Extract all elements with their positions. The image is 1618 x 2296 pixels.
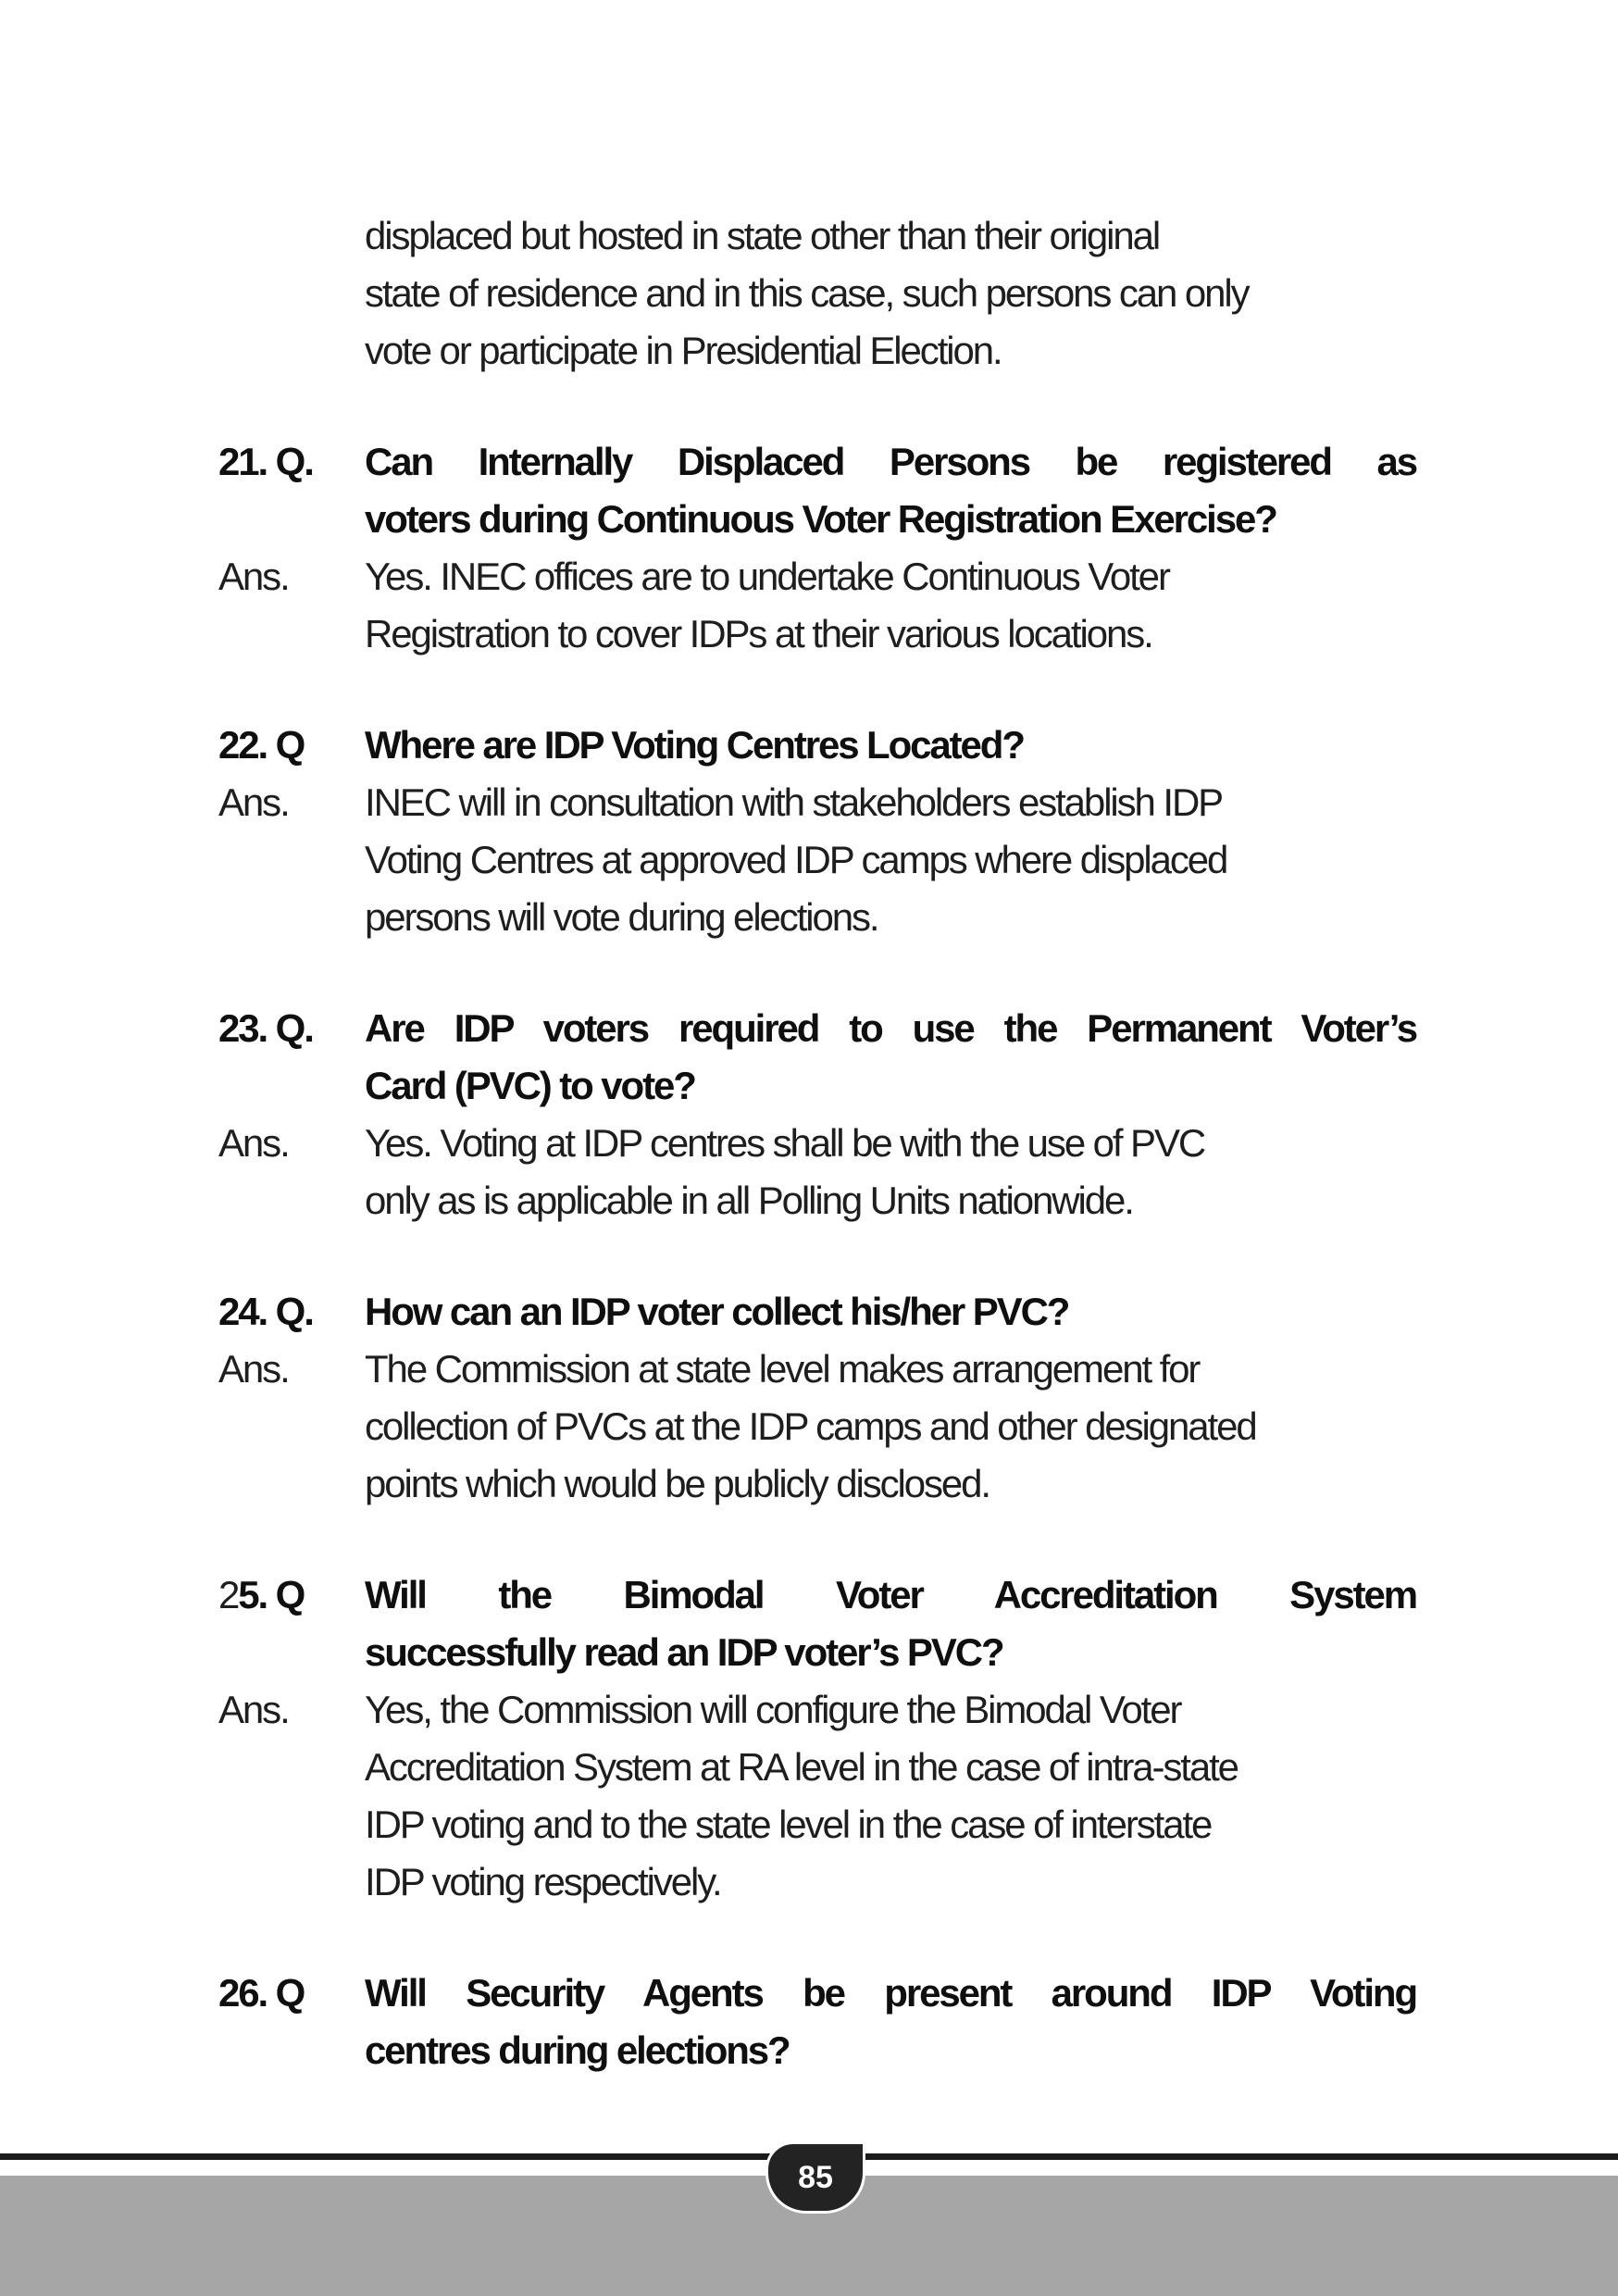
- question-line: centres during elections?: [365, 2028, 790, 2072]
- question-line: Will the Bimodal Voter Accreditation System: [365, 1573, 1416, 1616]
- answer-label: Ans.: [218, 1347, 289, 1391]
- answer-line: The Commission at state level makes arrangement for: [365, 1347, 1200, 1391]
- question-number-bold: 5. Q: [238, 1573, 305, 1616]
- qa-block-23: [218, 1000, 1416, 1229]
- faq-content: [218, 207, 1416, 2133]
- question-text: [365, 1566, 1416, 1681]
- question-line: How can an IDP voter collect his/her PVC?: [365, 1290, 1069, 1333]
- answer-line: Yes. INEC offices are to undertake Continuous Voter: [365, 555, 1169, 598]
- question-number-bold: 21. Q.: [218, 440, 313, 483]
- answer-label: Ans.: [218, 1121, 289, 1165]
- question-line: successfully read an IDP voter’s PVC?: [365, 1630, 1003, 1674]
- answer-text: [365, 1115, 1416, 1229]
- question-line: Can Internally Displaced Persons be registered as: [365, 440, 1416, 483]
- qa-block-22: [218, 717, 1416, 946]
- answer-label: Ans.: [218, 1688, 289, 1731]
- paragraph-line: state of residence and in this case, such persons can only: [365, 271, 1249, 315]
- answer-text: [365, 1341, 1416, 1513]
- page-number: 85: [798, 2160, 833, 2195]
- answer-line: Voting Centres at approved IDP camps where displaced: [365, 838, 1227, 881]
- answer-line: points which would be publicly disclosed.: [365, 1462, 989, 1505]
- question-number-bold: 26. Q: [218, 1971, 305, 2015]
- answer-text: [365, 1681, 1416, 1911]
- answer-text: [365, 774, 1416, 946]
- question-number: [218, 1283, 365, 1341]
- answer-label: Ans.: [218, 555, 289, 598]
- intro-paragraph: [365, 207, 1416, 380]
- question-number: [218, 1000, 365, 1115]
- answer-line: INEC will in consultation with stakeholders establish IDP: [365, 780, 1223, 824]
- qa-block-26: [218, 1965, 1416, 2079]
- question-number: [218, 433, 365, 548]
- question-line: Will Security Agents be present around IDP Voting: [365, 1971, 1416, 2015]
- question-text: [365, 1283, 1416, 1341]
- qa-block-21: [218, 433, 1416, 663]
- question-number-light: 2: [218, 1573, 239, 1616]
- answer-line: only as is applicable in all Polling Units nationwide.: [365, 1179, 1133, 1222]
- question-line: voters during Continuous Voter Registration Exercise?: [365, 497, 1276, 541]
- question-text: [365, 1000, 1416, 1115]
- answer-line: Yes. Voting at IDP centres shall be with the use of PVC: [365, 1121, 1205, 1165]
- question-number-bold: 24. Q.: [218, 1290, 313, 1333]
- paragraph-line: vote or participate in Presidential Election.: [365, 329, 1002, 372]
- question-line: Are IDP voters required to use the Permanent Voter’s: [365, 1006, 1416, 1050]
- answer-line: Yes, the Commission will configure the Bimodal Voter: [365, 1688, 1181, 1731]
- question-number: [218, 717, 365, 774]
- question-text: [365, 433, 1416, 548]
- question-text: [365, 1965, 1416, 2079]
- qa-block-25: [218, 1566, 1416, 1911]
- qa-block-24: [218, 1283, 1416, 1513]
- answer-line: persons will vote during elections.: [365, 895, 878, 939]
- answer-line: collection of PVCs at the IDP camps and other designated: [365, 1404, 1256, 1448]
- question-number: [218, 1965, 365, 2079]
- answer-line: Accreditation System at RA level in the case of intra-state: [365, 1745, 1238, 1789]
- question-number: [218, 1566, 365, 1681]
- page-number-badge: [765, 2141, 865, 2214]
- answer-line: Registration to cover IDPs at their various locations.: [365, 612, 1152, 655]
- question-line: Where are IDP Voting Centres Located?: [365, 723, 1024, 767]
- question-number-bold: 22. Q: [218, 723, 305, 767]
- answer-text: [365, 548, 1416, 663]
- question-text: [365, 717, 1416, 774]
- paragraph-line: displaced but hosted in state other than their original: [365, 214, 1160, 257]
- answer-line: IDP voting and to the state level in the case of interstate: [365, 1803, 1212, 1846]
- answer-label: Ans.: [218, 780, 289, 824]
- question-number-bold: 23. Q.: [218, 1006, 313, 1050]
- question-line: Card (PVC) to vote?: [365, 1064, 695, 1107]
- answer-line: IDP voting respectively.: [365, 1860, 721, 1903]
